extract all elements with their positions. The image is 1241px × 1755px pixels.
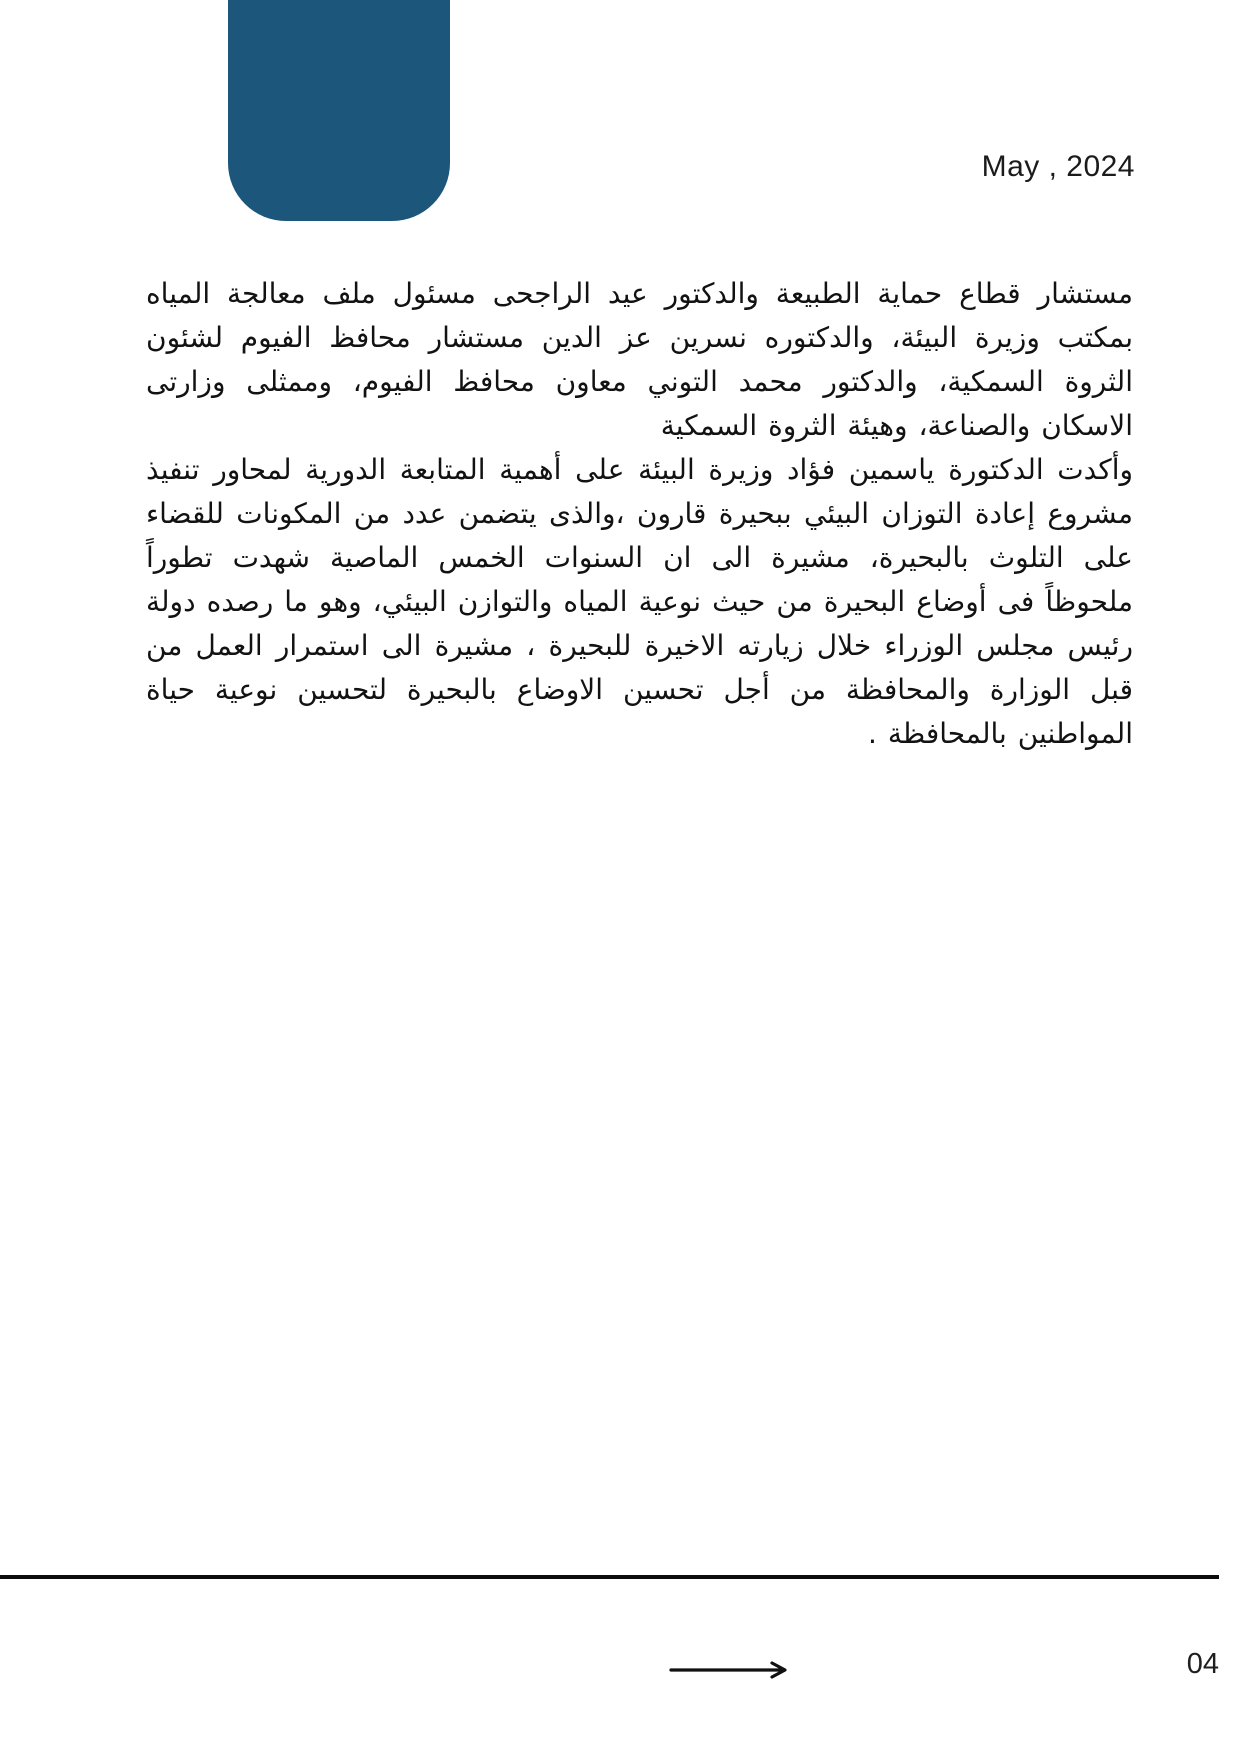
article-body bbox=[146, 272, 1133, 756]
issue-date: May , 2024 bbox=[981, 150, 1135, 183]
header-accent-shape bbox=[228, 0, 450, 221]
article-paragraph: وأكدت الدكتورة ياسمين فؤاد وزيرة البيئة على أهمية المتابعة الدورية لمحاور تنفيذ مشروع إعادة التوزان البيئي ببحيرة قارون ،والذى يتضمن عدد من المكونات للقضاء على التلوث بالبحيرة، مشيرة الى ان السنوات الخمس الماصية شهدت تطوراً ملحوظاً فى أوضاع البحيرة من حيث نوعية المياه والتوازن البيئي، وهو ما رصده دولة رئيس مجلس الوزراء خلال زيارته الاخيرة للبحيرة ، مشيرة الى استمرار العمل من قبل الوزارة والمحافظة من أجل تحسين الاوضاع بالبحيرة لتحسين نوعية حياة المواطنين بالمحافظة . bbox=[146, 453, 1133, 750]
article-paragraph: مستشار قطاع حماية الطبيعة والدكتور عيد الراجحى مسئول ملف معالجة المياه بمكتب وزيرة البيئة، والدكتوره نسرين عز الدين مستشار محافظ الفيوم لشئون الثروة السمكية، والدكتور محمد التوني معاون محافظ الفيوم، وممثلى وزارتى الاسكان والصناعة، وهيئة الثروة السمكية bbox=[146, 277, 1133, 442]
footer-divider bbox=[0, 1575, 1219, 1579]
page-number: 04 bbox=[1186, 1648, 1219, 1680]
right-arrow-icon bbox=[668, 1655, 800, 1685]
